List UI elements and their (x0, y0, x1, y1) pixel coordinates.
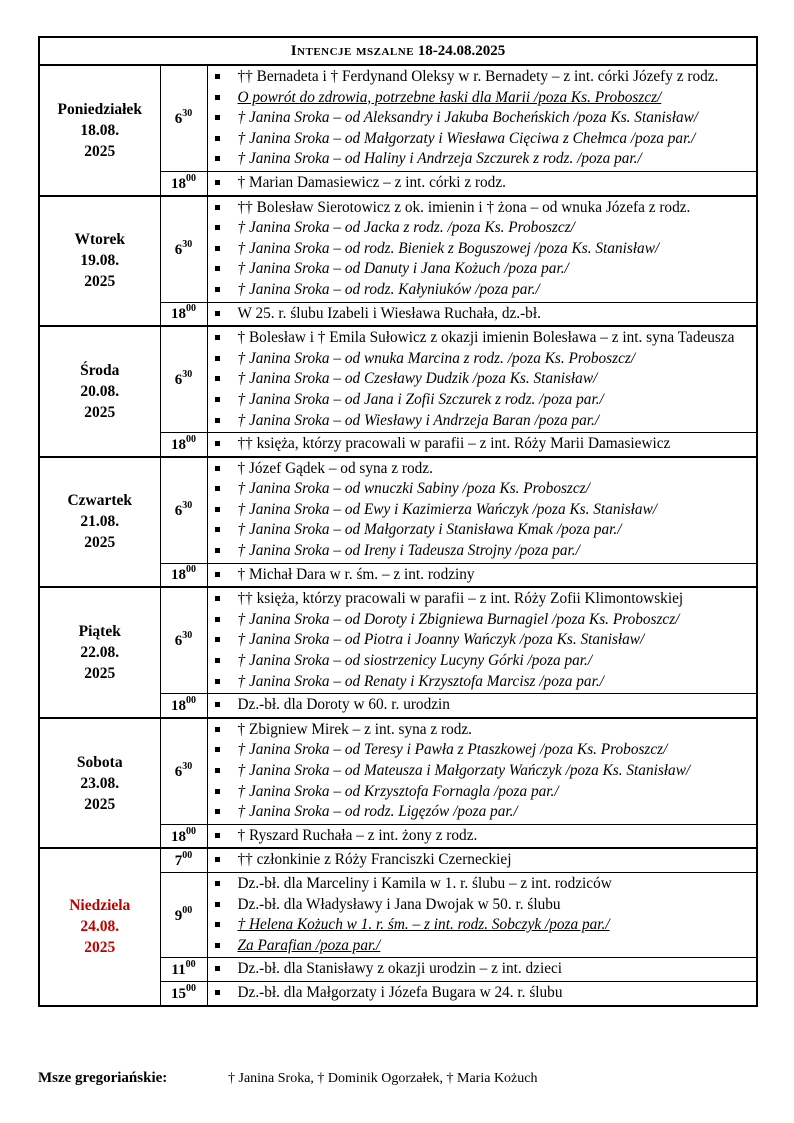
mass-minute: 30 (182, 107, 193, 119)
intentions-cell (207, 326, 757, 432)
mass-time (160, 718, 207, 824)
intention-item: † Józef Gądek – od syna z rodz. (212, 459, 754, 480)
day-name: Czwartek (67, 492, 133, 510)
day-name: Sobota (76, 753, 123, 771)
intentions-cell (207, 196, 757, 302)
intention-item: † Janina Sroka – od Czesławy Dudzik /poza Ks. Stanisław/ (212, 369, 754, 390)
mass-hour: 9 (174, 907, 183, 924)
mass-hour: 11 (171, 962, 186, 979)
intention-item: † Janina Sroka – od Ewy i Kazimierza Wańczyk /poza Ks. Stanisław/ (212, 500, 754, 521)
intention-item: † Janina Sroka – od Mateusza i Małgorzaty Wańczyk /poza Ks. Stanisław/ (212, 761, 754, 782)
intention-item: † Janina Sroka – od Doroty i Zbigniewa Burnagiel /poza Ks. Proboszcz/ (212, 610, 754, 631)
intention-item: † Janina Sroka – od Renaty i Krzysztofa Marcisz /poza par./ (212, 672, 754, 693)
mass-time (160, 65, 207, 171)
intention-item: † Janina Sroka – od Haliny i Andrzeja Szczurek z rodz. /poza par./ (212, 149, 754, 170)
intention-item: † Janina Sroka – od wnuka Marcina z rodz. /poza Ks. Proboszcz/ (212, 349, 754, 370)
day-year: 2025 (84, 273, 116, 291)
day-date: 19.08. (80, 252, 120, 270)
intentions-cell (207, 718, 757, 824)
mass-hour: 15 (171, 985, 186, 1002)
intention-item: † Janina Sroka – od Małgorzaty i Wiesława Cięciwa z Chełmca /poza par./ (212, 129, 754, 150)
intentions-cell (207, 958, 757, 982)
day-name: Poniedziałek (57, 100, 142, 118)
mass-minute: 00 (182, 904, 193, 916)
mass-hour: 6 (174, 763, 183, 780)
mass-minute: 00 (186, 172, 196, 184)
intention-item: Dz.-bł. dla Władysławy i Jana Dwojak w 50. r. ślubu (212, 895, 754, 916)
intention-item: † Michał Dara w r. śm. – z int. rodziny (212, 565, 754, 586)
intentions-cell (207, 848, 757, 872)
intention-item: † Janina Sroka – od siostrzenicy Lucyny Górki /poza par./ (212, 651, 754, 672)
intentions-cell (207, 65, 757, 171)
mass-minute: 30 (182, 238, 193, 250)
day-year: 2025 (84, 795, 116, 813)
day-cell (39, 196, 160, 327)
intentions-cell (207, 302, 757, 326)
intentions-cell (207, 433, 757, 457)
gregorian-label: Msze gregoriańskie: (38, 1070, 168, 1086)
mass-time (160, 694, 207, 718)
day-date: 18.08. (80, 121, 120, 139)
intention-item: † Janina Sroka – od rodz. Bieniek z Boguszowej /poza Ks. Stanisław/ (212, 239, 754, 260)
mass-row (39, 587, 757, 693)
gregorian-value: † Janina Sroka, † Dominik Ogorzałek, † Maria Kożuch (228, 1071, 538, 1086)
mass-hour: 6 (174, 241, 183, 258)
intention-item: † Janina Sroka – od Aleksandry i Jakuba Bocheńskich /poza Ks. Stanisław/ (212, 108, 754, 129)
day-name: Środa (80, 361, 120, 379)
mass-time (160, 457, 207, 563)
mass-time (160, 587, 207, 693)
mass-hour: 18 (171, 436, 186, 453)
day-year: 2025 (84, 939, 116, 957)
mass-hour: 18 (171, 306, 186, 323)
intention-item: Dz.-bł. dla Małgorzaty i Józefa Bugara w 24. r. ślubu (212, 983, 754, 1004)
mass-time (160, 824, 207, 848)
intention-item: † Janina Sroka – od Jana i Zofii Szczurek z rodz. /poza par./ (212, 390, 754, 411)
intention-item: † Janina Sroka – od rodz. Ligęzów /poza par./ (212, 802, 754, 823)
intention-item: † Janina Sroka – od Małgorzaty i Stanisława Kmak /poza par./ (212, 520, 754, 541)
intention-item: † Janina Sroka – od Wiesławy i Andrzeja Baran /poza par./ (212, 411, 754, 432)
mass-row (39, 848, 757, 872)
intention-item: †† księża, którzy pracowali w parafii – z int. Róży Zofii Klimontowskiej (212, 589, 754, 610)
day-name: Wtorek (74, 231, 125, 249)
intentions-cell (207, 587, 757, 693)
intention-item: †† Bolesław Sierotowicz z ok. imienin i † żona – od wnuka Józefa z rodz. (212, 198, 754, 219)
intention-item: † Marian Damasiewicz – z int. córki z rodz. (212, 173, 754, 194)
mass-minute: 00 (186, 982, 196, 994)
mass-minute: 30 (182, 630, 193, 642)
intentions-cell (207, 563, 757, 587)
intention-item: † Janina Sroka – od Krzysztofa Fornagla /poza par./ (212, 782, 754, 803)
title-dates: 18-24.08.2025 (417, 42, 506, 59)
mass-time (160, 958, 207, 982)
day-date: 24.08. (80, 918, 120, 936)
intention-item: Za Parafian /poza par./ (212, 936, 754, 957)
mass-minute: 00 (182, 850, 193, 862)
mass-hour: 18 (171, 828, 186, 845)
intention-item: † Janina Sroka – od Teresy i Pawła z Ptaszkowej /poza Ks. Proboszcz/ (212, 740, 754, 761)
mass-time (160, 872, 207, 957)
intention-item: †† Bernadeta i † Ferdynand Oleksy w r. Bernadety – z int. córki Józefy z rodz. (212, 67, 754, 88)
intention-item: †† członkinie z Róży Franciszki Czerneckiej (212, 850, 754, 871)
intention-item: †† księża, którzy pracowali w parafii – z int. Róży Marii Damasiewicz (212, 434, 754, 455)
intention-item: Dz.-bł. dla Stanisławy z okazji urodzin – z int. dzieci (212, 959, 754, 980)
intention-item: Dz.-bł. dla Marceliny i Kamila w 1. r. ślubu – z int. rodziców (212, 874, 754, 895)
mass-row (39, 326, 757, 432)
mass-hour: 6 (174, 372, 183, 389)
mass-minute: 00 (186, 564, 196, 576)
mass-intentions-table (38, 36, 758, 1007)
intention-item: † Janina Sroka – od Danuty i Jana Kożuch /poza par./ (212, 259, 754, 280)
day-cell (39, 326, 160, 457)
mass-hour: 6 (174, 633, 183, 650)
intentions-cell (207, 694, 757, 718)
day-year: 2025 (84, 142, 116, 160)
mass-time (160, 302, 207, 326)
intention-item: † Bolesław i † Emila Sułowicz z okazji imienin Bolesława – z int. syna Tadeusza (212, 328, 754, 349)
mass-hour: 18 (171, 698, 186, 715)
day-cell (39, 848, 160, 1005)
day-year: 2025 (84, 403, 116, 421)
day-cell (39, 587, 160, 718)
intention-item: W 25. r. ślubu Izabeli i Wiesława Ruchała, dz.-bł. (212, 304, 754, 325)
intentions-cell (207, 872, 757, 957)
page-title (39, 37, 757, 65)
mass-row (39, 457, 757, 563)
mass-time (160, 433, 207, 457)
day-name: Niedziela (69, 897, 131, 915)
day-date: 22.08. (80, 644, 120, 662)
title-prefix: Intencje mszalne (290, 42, 415, 59)
mass-minute: 00 (186, 825, 196, 837)
mass-minute: 00 (186, 695, 196, 707)
intentions-cell (207, 824, 757, 848)
mass-time (160, 196, 207, 302)
day-year: 2025 (84, 534, 116, 552)
intention-item: † Zbigniew Mirek – z int. syna z rodz. (212, 720, 754, 741)
gregorian-masses (38, 1070, 537, 1087)
day-name: Piątek (78, 623, 121, 641)
intention-item: O powrót do zdrowia, potrzebne łaski dla Marii /poza Ks. Proboszcz/ (212, 88, 754, 109)
mass-row (39, 196, 757, 302)
intention-item: † Janina Sroka – od rodz. Kałyniuków /poza par./ (212, 280, 754, 301)
intention-item: † Ryszard Ruchała – z int. żony z rodz. (212, 826, 754, 847)
mass-hour: 6 (174, 110, 183, 127)
mass-hour: 7 (174, 853, 183, 870)
intentions-cell (207, 981, 757, 1005)
day-cell (39, 65, 160, 196)
intention-item: † Janina Sroka – od Piotra i Joanny Wańczyk /poza Ks. Stanisław/ (212, 630, 754, 651)
mass-row (39, 718, 757, 824)
day-cell (39, 457, 160, 588)
mass-row (39, 65, 757, 171)
mass-time (160, 326, 207, 432)
intentions-cell (207, 457, 757, 563)
mass-minute: 30 (182, 369, 193, 381)
intentions-cell (207, 171, 757, 195)
mass-hour: 6 (174, 502, 183, 519)
intention-item: † Janina Sroka – od Ireny i Tadeusza Strojny /poza par./ (212, 541, 754, 562)
mass-hour: 18 (171, 175, 186, 192)
mass-minute: 30 (182, 499, 193, 511)
day-cell (39, 718, 160, 849)
mass-time (160, 848, 207, 872)
day-date: 21.08. (80, 513, 120, 531)
intention-item: † Janina Sroka – od wnuczki Sabiny /poza Ks. Proboszcz/ (212, 479, 754, 500)
mass-minute: 00 (186, 433, 196, 445)
mass-minute: 30 (182, 760, 193, 772)
day-date: 20.08. (80, 382, 120, 400)
mass-minute: 00 (186, 303, 196, 315)
intention-item: † Helena Kożuch w 1. r. śm. – z int. rodz. Sobczyk /poza par./ (212, 915, 754, 936)
mass-time (160, 171, 207, 195)
mass-hour: 18 (171, 567, 186, 584)
day-date: 23.08. (80, 774, 120, 792)
mass-minute: 00 (185, 959, 196, 971)
intention-item: Dz.-bł. dla Doroty w 60. r. urodzin (212, 695, 754, 716)
mass-time (160, 981, 207, 1005)
intention-item: † Janina Sroka – od Jacka z rodz. /poza Ks. Proboszcz/ (212, 218, 754, 239)
mass-time (160, 563, 207, 587)
day-year: 2025 (84, 665, 116, 683)
